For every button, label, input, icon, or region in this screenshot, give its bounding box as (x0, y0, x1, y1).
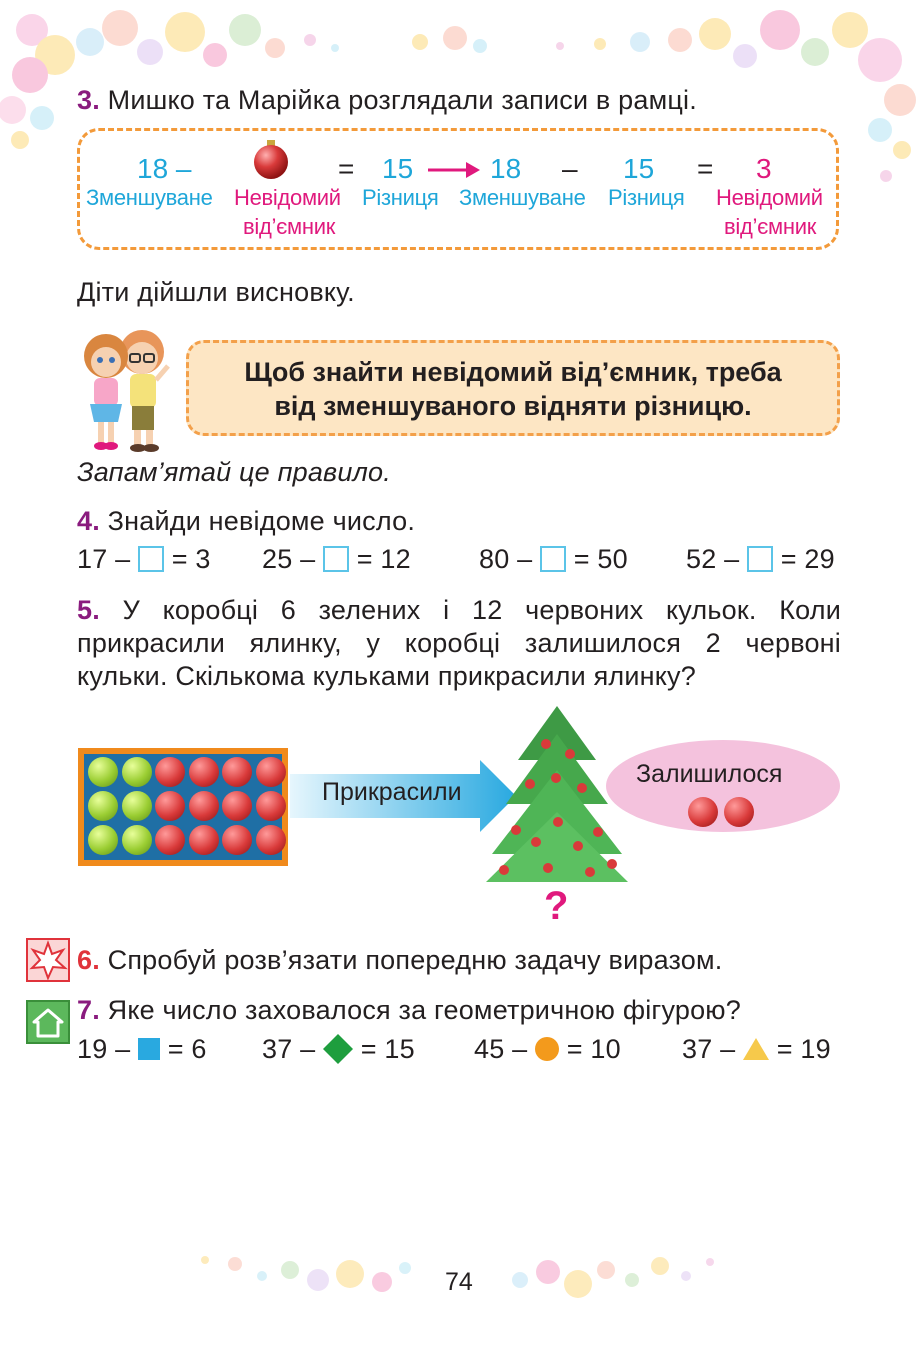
task7-text: Яке число заховалося за геометричною фігурою? (107, 995, 741, 1025)
task6-heading (77, 944, 722, 977)
answer-box[interactable] (323, 546, 349, 572)
task5-line2: прикрасили ялинку, у коробці залишилося 2 червоні (77, 628, 841, 658)
answer-box[interactable] (540, 546, 566, 572)
expr-right: = 3 (171, 544, 211, 574)
expr-left: 52 – (686, 544, 740, 574)
answer-box[interactable] (747, 546, 773, 572)
red-ball (189, 757, 219, 787)
orange-circle-icon (535, 1037, 559, 1061)
green-ball (88, 757, 118, 787)
expr-left: 19 – (77, 1034, 131, 1064)
task5-line3: кульки. Скількома кульками прикрасили ялинку? (77, 661, 696, 691)
task7-expression-1 (77, 1033, 207, 1066)
red-ball (189, 825, 219, 855)
task4-number: 4. (77, 506, 100, 536)
label-unknown2-line2: від’ємник (724, 214, 817, 239)
task7-expression-2 (262, 1033, 415, 1066)
green-ball (88, 825, 118, 855)
task4-expression-3 (479, 543, 628, 576)
green-ball (122, 757, 152, 787)
expr-left: 45 – (474, 1034, 528, 1064)
arrow-label: Прикрасили (322, 778, 462, 806)
label-unknown1-line1: Невідомий (234, 185, 341, 210)
red-ball (222, 825, 252, 855)
task6-text: Спробуй розв’язати попередню задачу виразом. (107, 945, 723, 975)
red-ball (155, 791, 185, 821)
task4-expression-4 (686, 543, 835, 576)
eq-equals2: = (697, 153, 714, 184)
eq-minuend1: 18 – (137, 153, 192, 184)
eq-difference2: 15 (623, 153, 655, 184)
red-ball (222, 791, 252, 821)
red-ball (155, 825, 185, 855)
green-diamond-icon (323, 1034, 353, 1064)
red-ball (189, 791, 219, 821)
label-unknown1-line2: від’ємник (243, 214, 336, 239)
green-ball (122, 791, 152, 821)
task4-heading (77, 505, 415, 538)
task3-number: 3. (77, 85, 100, 115)
arrow-right-icon (428, 160, 480, 185)
red-ball (256, 825, 286, 855)
children-illustration (72, 318, 184, 454)
eq-difference1: 15 (382, 153, 414, 184)
eq-unknown-result: 3 (756, 153, 772, 184)
label-minuend1: Зменшуване (86, 185, 213, 210)
rule-line2: від зменшуваного відняти різницю. (274, 391, 752, 421)
rule-box (186, 340, 840, 436)
yellow-triangle-icon (743, 1035, 769, 1057)
red-ball (222, 757, 252, 787)
home-icon (26, 1000, 70, 1044)
task7-number: 7. (77, 995, 100, 1025)
task3-heading (77, 84, 697, 117)
remaining-red-ball (688, 797, 718, 827)
conclusion-text: Діти дійшли висновку. (77, 277, 355, 307)
label-unknown2-line1: Невідомий (716, 185, 823, 210)
star-burst-icon (26, 938, 70, 982)
answer-box[interactable] (138, 546, 164, 572)
christmas-tree-icon (486, 704, 628, 886)
expr-left: 37 – (682, 1034, 736, 1064)
expr-right: = 29 (780, 544, 835, 574)
label-difference1: Різниця (362, 185, 439, 210)
rule-line1: Щоб знайти невідомий від’ємник, треба (244, 357, 782, 387)
task4-expression-1 (77, 543, 211, 576)
remaining-label: Залишилося (636, 760, 783, 788)
task7-heading (77, 994, 741, 1027)
expr-left: 17 – (77, 544, 131, 574)
eq-minus2: – (562, 153, 578, 184)
remember-text: Запам’ятай це правило. (77, 457, 391, 487)
blue-square-icon (138, 1038, 160, 1060)
remaining-red-ball (724, 797, 754, 827)
eq-equals1: = (338, 153, 355, 184)
red-ball (256, 757, 286, 787)
task5-number: 5. (77, 595, 100, 625)
expr-left: 37 – (262, 1034, 316, 1064)
red-ball (155, 757, 185, 787)
red-ball (256, 791, 286, 821)
christmas-ball-icon (252, 140, 290, 178)
task4-text: Знайди невідоме число. (107, 506, 416, 536)
expr-right: = 19 (776, 1034, 831, 1064)
task4-expression-2 (262, 543, 411, 576)
page-number: 74 (445, 1268, 473, 1296)
task3-text: Мишко та Марійка розглядали записи в рамці. (107, 85, 697, 115)
task7-expression-4 (682, 1033, 831, 1066)
expr-left: 80 – (479, 544, 533, 574)
task6-number: 6. (77, 945, 100, 975)
expr-right: = 50 (573, 544, 628, 574)
expr-right: = 15 (360, 1034, 415, 1064)
eq-minuend2: 18 (490, 153, 522, 184)
question-mark: ? (544, 884, 569, 928)
expr-right: = 6 (167, 1034, 207, 1064)
label-difference2: Різниця (608, 185, 685, 210)
task7-expression-3 (474, 1033, 621, 1066)
green-ball (88, 791, 118, 821)
expr-right: = 10 (566, 1034, 621, 1064)
green-ball (122, 825, 152, 855)
label-minuend2: Зменшуване (459, 185, 586, 210)
expr-left: 25 – (262, 544, 316, 574)
expr-right: = 12 (356, 544, 411, 574)
task5-text (77, 594, 841, 693)
task5-line1: У коробці 6 зелених і 12 червоних кульок. Коли (122, 595, 842, 625)
